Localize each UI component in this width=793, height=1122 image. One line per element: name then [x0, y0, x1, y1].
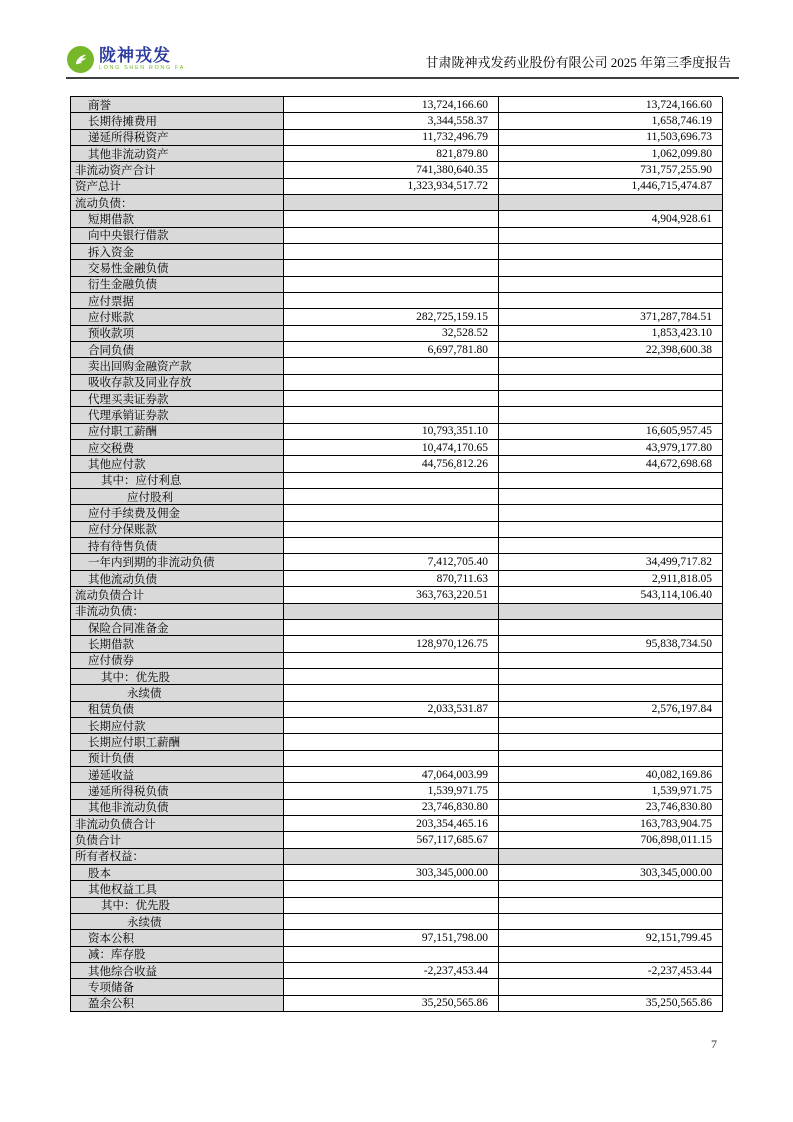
- row-value-prior: [499, 849, 723, 865]
- row-value-current: [284, 538, 499, 554]
- row-label: 股本: [71, 865, 284, 881]
- row-value-prior: [499, 489, 723, 505]
- row-label: 其他非流动负债: [71, 800, 284, 816]
- row-value-prior: [499, 244, 723, 260]
- row-value-current: 44,756,812.26: [284, 456, 499, 472]
- row-value-current: 203,354,465.16: [284, 816, 499, 832]
- row-value-prior: [499, 538, 723, 554]
- row-value-prior: 16,605,957.45: [499, 424, 723, 440]
- row-label: 流动负债合计: [71, 587, 284, 603]
- row-label: 递延所得税负债: [71, 783, 284, 799]
- row-label: 其中：应付利息: [71, 473, 284, 489]
- row-value-prior: [499, 718, 723, 734]
- row-value-prior: [499, 620, 723, 636]
- row-value-current: [284, 505, 499, 521]
- row-label: 负债合计: [71, 832, 284, 848]
- row-value-prior: 543,114,106.40: [499, 587, 723, 603]
- row-label: 持有待售负债: [71, 538, 284, 554]
- row-value-prior: 92,151,799.45: [499, 930, 723, 946]
- row-value-current: [284, 849, 499, 865]
- row-label: 预计负债: [71, 751, 284, 767]
- row-label: 预收款项: [71, 326, 284, 342]
- row-value-prior: 1,658,746.19: [499, 113, 723, 129]
- row-value-current: 7,412,705.40: [284, 554, 499, 570]
- row-value-current: 128,970,126.75: [284, 636, 499, 652]
- row-label: 非流动资产合计: [71, 162, 284, 178]
- row-value-prior: [499, 195, 723, 211]
- row-value-current: [284, 407, 499, 423]
- logo-text: [99, 47, 185, 72]
- row-label: 交易性金融负债: [71, 260, 284, 276]
- row-value-prior: 371,287,784.51: [499, 309, 723, 325]
- row-value-prior: 706,898,011.15: [499, 832, 723, 848]
- row-value-prior: [499, 604, 723, 620]
- row-label: 长期应付职工薪酬: [71, 734, 284, 750]
- row-label: 其他综合收益: [71, 963, 284, 979]
- row-label: 应付债券: [71, 653, 284, 669]
- row-value-prior: -2,237,453.44: [499, 963, 723, 979]
- row-value-current: [284, 277, 499, 293]
- row-value-current: 2,033,531.87: [284, 702, 499, 718]
- row-label: 递延收益: [71, 767, 284, 783]
- row-label: 其他应付款: [71, 456, 284, 472]
- row-value-prior: 40,082,169.86: [499, 767, 723, 783]
- row-value-current: 821,879.80: [284, 146, 499, 162]
- row-value-current: [284, 473, 499, 489]
- row-label: 永续债: [71, 914, 284, 930]
- row-value-prior: 11,503,696.73: [499, 130, 723, 146]
- row-value-current: [284, 260, 499, 276]
- row-value-current: [284, 914, 499, 930]
- row-value-prior: 13,724,166.60: [499, 97, 723, 113]
- row-value-prior: [499, 653, 723, 669]
- row-label: 长期借款: [71, 636, 284, 652]
- row-value-current: [284, 947, 499, 963]
- row-value-current: 1,539,971.75: [284, 783, 499, 799]
- row-value-current: [284, 751, 499, 767]
- row-value-prior: 23,746,830.80: [499, 800, 723, 816]
- row-value-current: [284, 734, 499, 750]
- row-value-prior: 43,979,177.80: [499, 440, 723, 456]
- row-label: 非流动负债：: [71, 604, 284, 620]
- row-value-prior: [499, 228, 723, 244]
- row-value-current: [284, 358, 499, 374]
- row-value-prior: [499, 522, 723, 538]
- row-value-prior: 2,911,818.05: [499, 571, 723, 587]
- page-header: [0, 0, 793, 80]
- row-label: 减：库存股: [71, 947, 284, 963]
- row-value-prior: [499, 260, 723, 276]
- row-value-current: 97,151,798.00: [284, 930, 499, 946]
- row-label: 其他流动负债: [71, 571, 284, 587]
- row-value-prior: [499, 914, 723, 930]
- row-label: 递延所得税资产: [71, 130, 284, 146]
- row-value-prior: [499, 881, 723, 897]
- row-value-prior: [499, 358, 723, 374]
- row-value-prior: 4,904,928.61: [499, 211, 723, 227]
- row-value-prior: 22,398,600.38: [499, 342, 723, 358]
- row-value-prior: 163,783,904.75: [499, 816, 723, 832]
- row-label: 资产总计: [71, 179, 284, 195]
- row-label: 非流动负债合计: [71, 816, 284, 832]
- row-value-prior: 1,446,715,474.87: [499, 179, 723, 195]
- row-value-current: 363,763,220.51: [284, 587, 499, 603]
- row-value-current: [284, 685, 499, 701]
- row-value-current: [284, 620, 499, 636]
- row-label: 拆入资金: [71, 244, 284, 260]
- row-value-prior: 95,838,734.50: [499, 636, 723, 652]
- row-label: 长期待摊费用: [71, 113, 284, 129]
- row-value-current: [284, 391, 499, 407]
- row-value-prior: 303,345,000.00: [499, 865, 723, 881]
- row-label: 专项储备: [71, 979, 284, 995]
- row-label: 一年内到期的非流动负债: [71, 554, 284, 570]
- row-value-current: [284, 195, 499, 211]
- row-value-prior: 44,672,698.68: [499, 456, 723, 472]
- row-value-current: [284, 244, 499, 260]
- logo-company-name: 陇神戎发: [99, 46, 171, 66]
- row-value-prior: 34,499,717.82: [499, 554, 723, 570]
- row-value-current: [284, 669, 499, 685]
- row-value-prior: [499, 473, 723, 489]
- row-label: 应付分保账款: [71, 522, 284, 538]
- row-label: 长期应付款: [71, 718, 284, 734]
- row-value-current: 303,345,000.00: [284, 865, 499, 881]
- row-value-prior: [499, 898, 723, 914]
- row-value-current: [284, 522, 499, 538]
- row-value-current: 567,117,685.67: [284, 832, 499, 848]
- row-value-prior: [499, 277, 723, 293]
- row-value-current: 23,746,830.80: [284, 800, 499, 816]
- row-value-current: 10,793,351.10: [284, 424, 499, 440]
- row-value-prior: 1,853,423.10: [499, 326, 723, 342]
- balance-sheet-table: [70, 96, 722, 1012]
- row-label: 流动负债：: [71, 195, 284, 211]
- row-value-current: 11,732,496.79: [284, 130, 499, 146]
- row-value-prior: 1,062,099.80: [499, 146, 723, 162]
- row-label: 其他权益工具: [71, 881, 284, 897]
- row-value-current: [284, 653, 499, 669]
- row-label: 应付票据: [71, 293, 284, 309]
- logo-bird-icon: [67, 46, 94, 73]
- row-value-prior: [499, 375, 723, 391]
- row-value-current: [284, 718, 499, 734]
- row-value-current: 13,724,166.60: [284, 97, 499, 113]
- row-label: 合同负债: [71, 342, 284, 358]
- row-value-current: [284, 228, 499, 244]
- row-label: 应付股利: [71, 489, 284, 505]
- row-value-current: 1,323,934,517.72: [284, 179, 499, 195]
- row-value-prior: [499, 734, 723, 750]
- row-label: 卖出回购金融资产款: [71, 358, 284, 374]
- row-value-prior: [499, 391, 723, 407]
- row-label: 应付职工薪酬: [71, 424, 284, 440]
- row-label: 租赁负债: [71, 702, 284, 718]
- row-label: 其他非流动资产: [71, 146, 284, 162]
- row-value-current: 741,380,640.35: [284, 162, 499, 178]
- company-logo: [67, 46, 185, 73]
- row-label: 资本公积: [71, 930, 284, 946]
- row-value-current: [284, 489, 499, 505]
- row-value-prior: [499, 407, 723, 423]
- row-label: 其中：优先股: [71, 898, 284, 914]
- row-value-current: 35,250,565.86: [284, 996, 499, 1012]
- row-label: 吸收存款及同业存放: [71, 375, 284, 391]
- row-value-current: [284, 604, 499, 620]
- row-value-current: [284, 979, 499, 995]
- row-value-prior: 731,757,255.90: [499, 162, 723, 178]
- row-label: 向中央银行借款: [71, 228, 284, 244]
- row-value-current: 870,711.63: [284, 571, 499, 587]
- row-value-prior: [499, 979, 723, 995]
- row-label: 其中：优先股: [71, 669, 284, 685]
- row-value-prior: 1,539,971.75: [499, 783, 723, 799]
- row-value-current: [284, 375, 499, 391]
- row-value-prior: [499, 947, 723, 963]
- row-value-current: 6,697,781.80: [284, 342, 499, 358]
- row-label: 代理承销证券款: [71, 407, 284, 423]
- row-value-current: 32,528.52: [284, 326, 499, 342]
- row-value-current: [284, 898, 499, 914]
- row-value-prior: 35,250,565.86: [499, 996, 723, 1012]
- row-label: 永续债: [71, 685, 284, 701]
- row-value-current: 282,725,159.15: [284, 309, 499, 325]
- row-label: 应付手续费及佣金: [71, 505, 284, 521]
- row-value-current: -2,237,453.44: [284, 963, 499, 979]
- row-label: 应付账款: [71, 309, 284, 325]
- row-label: 保险合同准备金: [71, 620, 284, 636]
- row-value-current: 10,474,170.65: [284, 440, 499, 456]
- row-label: 商誉: [71, 97, 284, 113]
- row-value-current: 3,344,558.37: [284, 113, 499, 129]
- row-label: 盈余公积: [71, 996, 284, 1012]
- row-value-prior: [499, 293, 723, 309]
- row-label: 短期借款: [71, 211, 284, 227]
- page-number: 7: [711, 1037, 717, 1051]
- row-value-prior: [499, 505, 723, 521]
- row-value-current: [284, 881, 499, 897]
- row-label: 应交税费: [71, 440, 284, 456]
- row-value-current: [284, 293, 499, 309]
- row-value-prior: [499, 685, 723, 701]
- row-value-prior: 2,576,197.84: [499, 702, 723, 718]
- row-label: 所有者权益：: [71, 849, 284, 865]
- report-title: 甘肃陇神戎发药业股份有限公司 2025 年第三季度报告: [425, 55, 731, 70]
- row-value-current: [284, 211, 499, 227]
- row-label: 衍生金融负债: [71, 277, 284, 293]
- row-value-current: 47,064,003.99: [284, 767, 499, 783]
- row-value-prior: [499, 751, 723, 767]
- row-label: 代理买卖证券款: [71, 391, 284, 407]
- row-value-prior: [499, 669, 723, 685]
- logo-company-name-en: LONG SHEN RONG FA: [99, 65, 185, 72]
- header-divider: [66, 77, 739, 79]
